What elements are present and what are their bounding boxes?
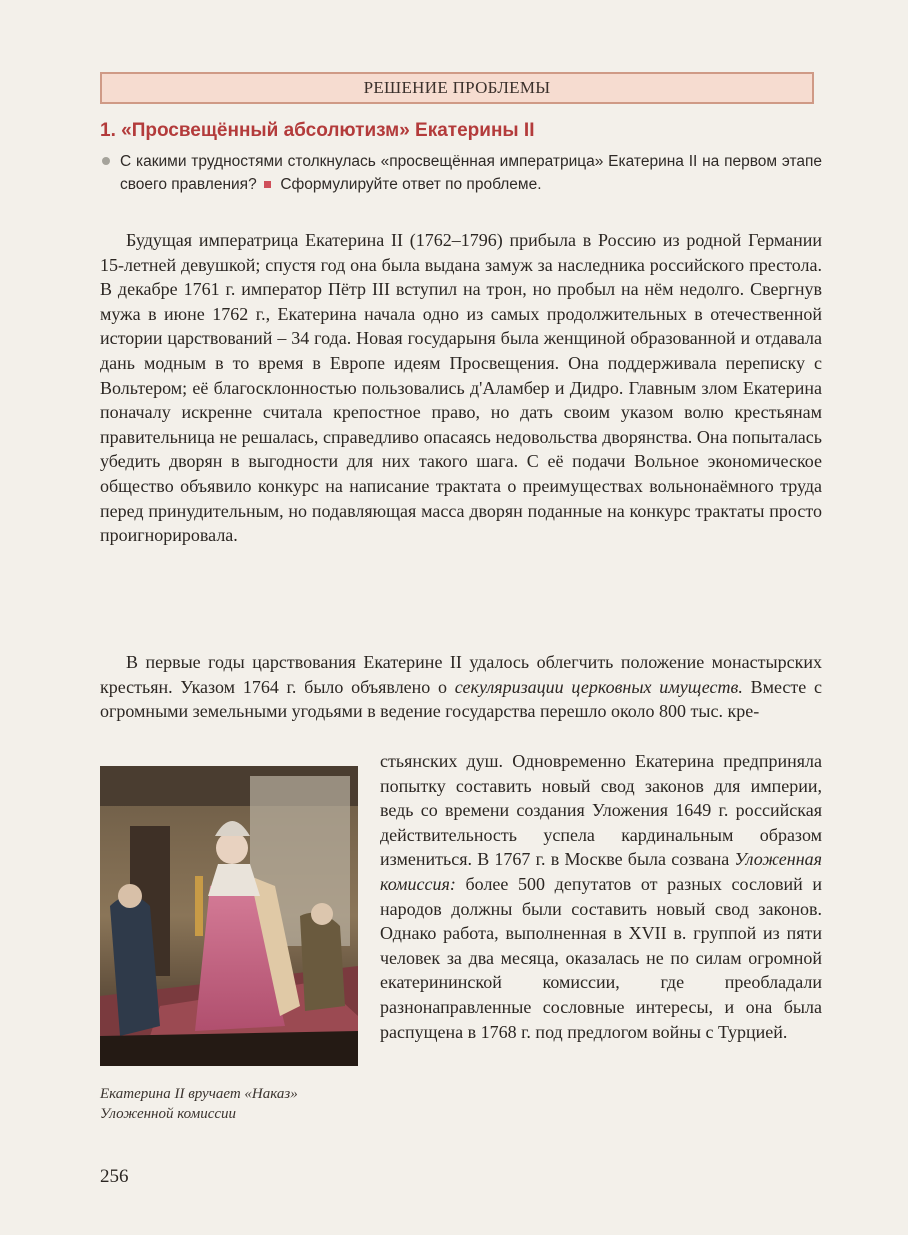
illustration-catherine-nakaz <box>100 766 358 1066</box>
bullet-icon <box>102 157 110 165</box>
question-text: С какими трудностями столкнулась «просвещённая императрица» Екатерина II на первом этапе своего правления? <box>120 153 822 193</box>
painting-image <box>100 766 358 1066</box>
paragraph-3-text-a: стьянских душ. Одновременно Екатерина предприняла попытку составить новый свод законов для империи, ведь со времени создания Уложения 1649 г. российская действительность успела кардинальным образом измениться. В 1767 г. в Москве была созвана <box>380 751 822 870</box>
section-banner <box>100 72 814 104</box>
illustration-caption: Екатерина II вручает «Наказ» Уложенной комиссии <box>100 1086 298 1122</box>
term-legislative-commission: Уложенная комиссия: <box>380 849 822 894</box>
paragraph-2-text-a: В первые годы царствования Екатерине II удалось облегчить положение монастырских крестьян. Указом 1764 г. было объявлено о <box>100 652 822 697</box>
problem-question <box>120 150 822 196</box>
paragraph-3 <box>380 749 822 1044</box>
paragraph-1: Будущая императрица Екатерина II (1762–1796) прибыла в Россию из родной Германии 15-летней девушкой; спустя год она была выдана замуж за наследника российского престола. В декабре 1761 г. император Пётр III вступил на трон, но пробыл на нём недолго. Свергнув мужа в июне 1762 г., Екатерина начала одно из самых продолжительных в отечественной истории царствований – 34 года. Новая государыня была женщиной образованной и отдавала дань модным в то время в Европе идеям Просвещения. Она поддерживала переписку с Вольтером; её благосклонностью пользовались д'Аламбер и Дидро. Главным злом Екатерина поначалу искренне считала крепостное право, но дать своим указом волю крестьянам правительница не решалась, справедливо опасаясь недовольства дворянства. Она попыталась убедить дворян в выгодности для них такого шага. С её подачи Вольное экономическое общество объявило конкурс на написание трактата о преимуществах вольнонаёмного труда перед принудительным, но подавляющая масса дворян поданные на конкурс трактаты просто проигнорировала. <box>100 230 822 546</box>
page-number: 256 <box>100 1166 129 1187</box>
square-marker-icon <box>264 181 271 188</box>
paragraph-2-text-b: Вместе с огромными земельными угодьями в ведение государства перешло около 800 тыс. кре- <box>100 676 822 722</box>
task-text: Сформулируйте ответ по проблеме. <box>280 176 542 193</box>
term-secularization: секуляризации церковных имуществ. <box>454 676 743 697</box>
paragraph-3-text-b: более 500 депутатов от разных сословий и народов должны были составить новый свод законов. Однако работа, выполненная в XVII в. группой из пяти человек за два месяца, оказалась не по силам огромной екатерининской комиссии, где преобладали разнонаправленные сословные интересы, и она была распущена в 1768 г. под предлогом войны с Турцией. <box>380 873 822 1042</box>
banner-title: РЕШЕНИЕ ПРОБЛЕМЫ <box>363 78 551 97</box>
section-heading: 1. «Просвещённый абсолютизм» Екатерины II <box>100 120 535 141</box>
paragraph-2 <box>100 650 822 724</box>
